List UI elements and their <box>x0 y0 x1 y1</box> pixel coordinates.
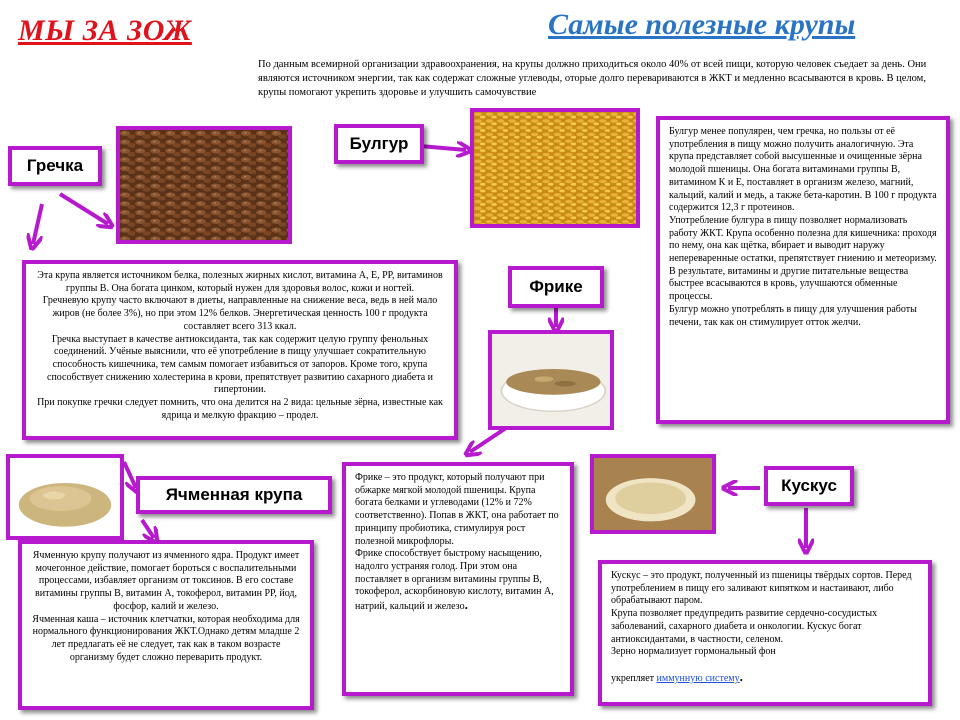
label-kuskus <box>764 466 854 506</box>
label-frike-text: Фрике <box>529 277 583 296</box>
frike-p2 <box>355 548 561 614</box>
label-grechka-text: Гречка <box>26 156 84 175</box>
arrow-bulgur-image <box>420 146 466 150</box>
frike-p1: Фрике – это продукт, который получают при обжарке мягкой молодой пшеницы. Крупа богата белками и углеводами (12% и 72% соответственно). Попав в ЖКТ, она работает по принципу пробиотика, стимулируя рост полезной микрофлоры. <box>355 472 559 547</box>
label-grechka <box>8 146 102 186</box>
bulgur-p2: Употребление булгура в пищу позволяет нормализовать работу ЖКТ. Крупа особенно полезна для кишечника: проходя по нему, она как щётка, вбирает и выводит наружу непереваренные остатки, препятствует гниению и метеоризму. В результате, витамины и другие питательные вещества быстрее всасываются в кровь, улучшаются обменные процессы. <box>669 214 937 303</box>
yachmen-p1: Ячменную крупу получают из ячменного ядра. Продукт имеет мочегонное действие, помогает бороться с воспалительными процессами, избавляет организм от токсинов. В его составе витамины группы В, витамин А, токоферол, витамин РР, йод, фосфор, калий и железо. <box>32 550 300 612</box>
arrow-grechka-down <box>33 204 42 244</box>
kuskus-p4-end: . <box>739 668 743 684</box>
image-kuskus <box>590 454 716 534</box>
text-bulgur <box>656 116 950 424</box>
text-yachmen <box>18 540 314 710</box>
arrow-yachmen-text <box>142 520 154 538</box>
label-frike <box>508 266 604 308</box>
kuskus-p3: Зерно нормализует гормональный фон <box>611 646 776 658</box>
label-yachmen <box>136 476 332 514</box>
bulgur-p1: Булгур менее популярен, чем гречка, но пользы от её употребления в пищу можно получить аналогичную. Эта крупа представляет собой высушенные и очищенные зёрна молодой пшеницы. Она богата витаминами группы В, витамином К и Е, поставляет в организм железо, магний, кальций, калий и медь, а также бета-каротин. В 100 г продукта содержится 12,3 г протеинов. <box>669 126 937 214</box>
image-yachmen <box>6 454 124 540</box>
grechka-p4: При покупке гречки следует помнить, что она делится на 2 вида: цельные зёрна, известные как ядрица и мелкую фракцию – продел. <box>37 397 443 421</box>
text-kuskus <box>598 560 932 706</box>
kuskus-p4 <box>611 668 919 686</box>
frike-p2-end: . <box>464 597 468 613</box>
arrow-yachmen-label <box>124 462 136 488</box>
image-frike <box>488 330 614 430</box>
kuskus-p1: Кускус – это продукт, полученный из пшеницы твёрдых сортов. Перед употреблением в пищу его заливают кипятком и настаивают, либо обрабатывают паром. <box>611 570 912 607</box>
grechka-p2: Гречневую крупу часто включают в диеты, направленные на снижение веса, ведь в ней мало жиров (не более 3%), но при этом 12% белков. Энергетическая ценность 100 г продукта составляет всего 313 ккал. <box>42 295 438 332</box>
intro-text: По данным всемирной организации здравоохранения, на крупы должно приходиться около 40% от всей пищи, которую человек съедает за день. Они являются источником энергии, так как содержат сложные углеводы, оторые долго перевариваются в ЖКТ и медленно всасываются в кровь. В целом, крупы помогают укрепить здоровье и улучшить самочувствие <box>258 59 927 98</box>
yachmen-p2: Ячменная каша – источник клетчатки, которая необходима для нормального функционирования ЖКТ.Однако детям младше 2 лет предлагать её не следует, так как в таком возрасте организму будет сложно переварить продукт. <box>32 613 300 663</box>
label-kuskus-text: Кускус <box>781 476 837 495</box>
immune-system-link[interactable]: иммунную систему <box>656 672 740 684</box>
text-grechka <box>22 260 458 440</box>
label-yachmen-text: Ячменная крупа <box>165 485 303 504</box>
arrow-frike-text <box>470 428 506 452</box>
label-bulgur <box>334 124 424 164</box>
kuskus-p2: Крупа позволяет предупредить развитие сердечно-сосудистых заболеваний, сахарного диабета и онкологии. Кускус богат антиоксидантами, в частности, селеном. <box>611 608 878 645</box>
slogan: МЫ ЗА ЗОЖ <box>18 14 192 47</box>
grechka-p1: Эта крупа является источником белка, полезных жирных кислот, витамина А, Е, РР, витаминов группы В. Она богата цинком, который нужен для здоровья волос, кожи и ногтей. <box>37 270 443 294</box>
image-bulgur <box>470 108 640 228</box>
label-bulgur-text: Булгур <box>349 134 409 153</box>
frike-p2-text: Фрике способствует быстрому насыщению, надолго устраняя голод. При этом она поставляет в организм витамины группы В, токоферол, аскорбиновую кислоту, витамин А, натрий, кальций и железо <box>355 548 554 613</box>
kuskus-p4-prefix: укрепляет <box>611 672 657 684</box>
arrow-grechka-image <box>60 194 108 224</box>
page-title: Самые полезные крупы <box>548 8 856 41</box>
text-frike <box>342 462 574 696</box>
image-grechka <box>116 126 292 244</box>
grechka-p3: Гречка выступает в качестве антиоксиданта, так как содержит целую группу фенольных соединений. Учёные выяснили, что её употребление в пищу улучшает сократительную способность кишечника, тем самым помогает избавиться от запоров. Кроме того, крупа способствует снижению холестерина в крови, препятствует развитию сахарного диабета и гипертонии. <box>47 333 433 396</box>
bulgur-p3: Булгур можно употреблять в пищу для улучшения работы печени, так как он стимулирует отток желчи. <box>669 303 917 328</box>
